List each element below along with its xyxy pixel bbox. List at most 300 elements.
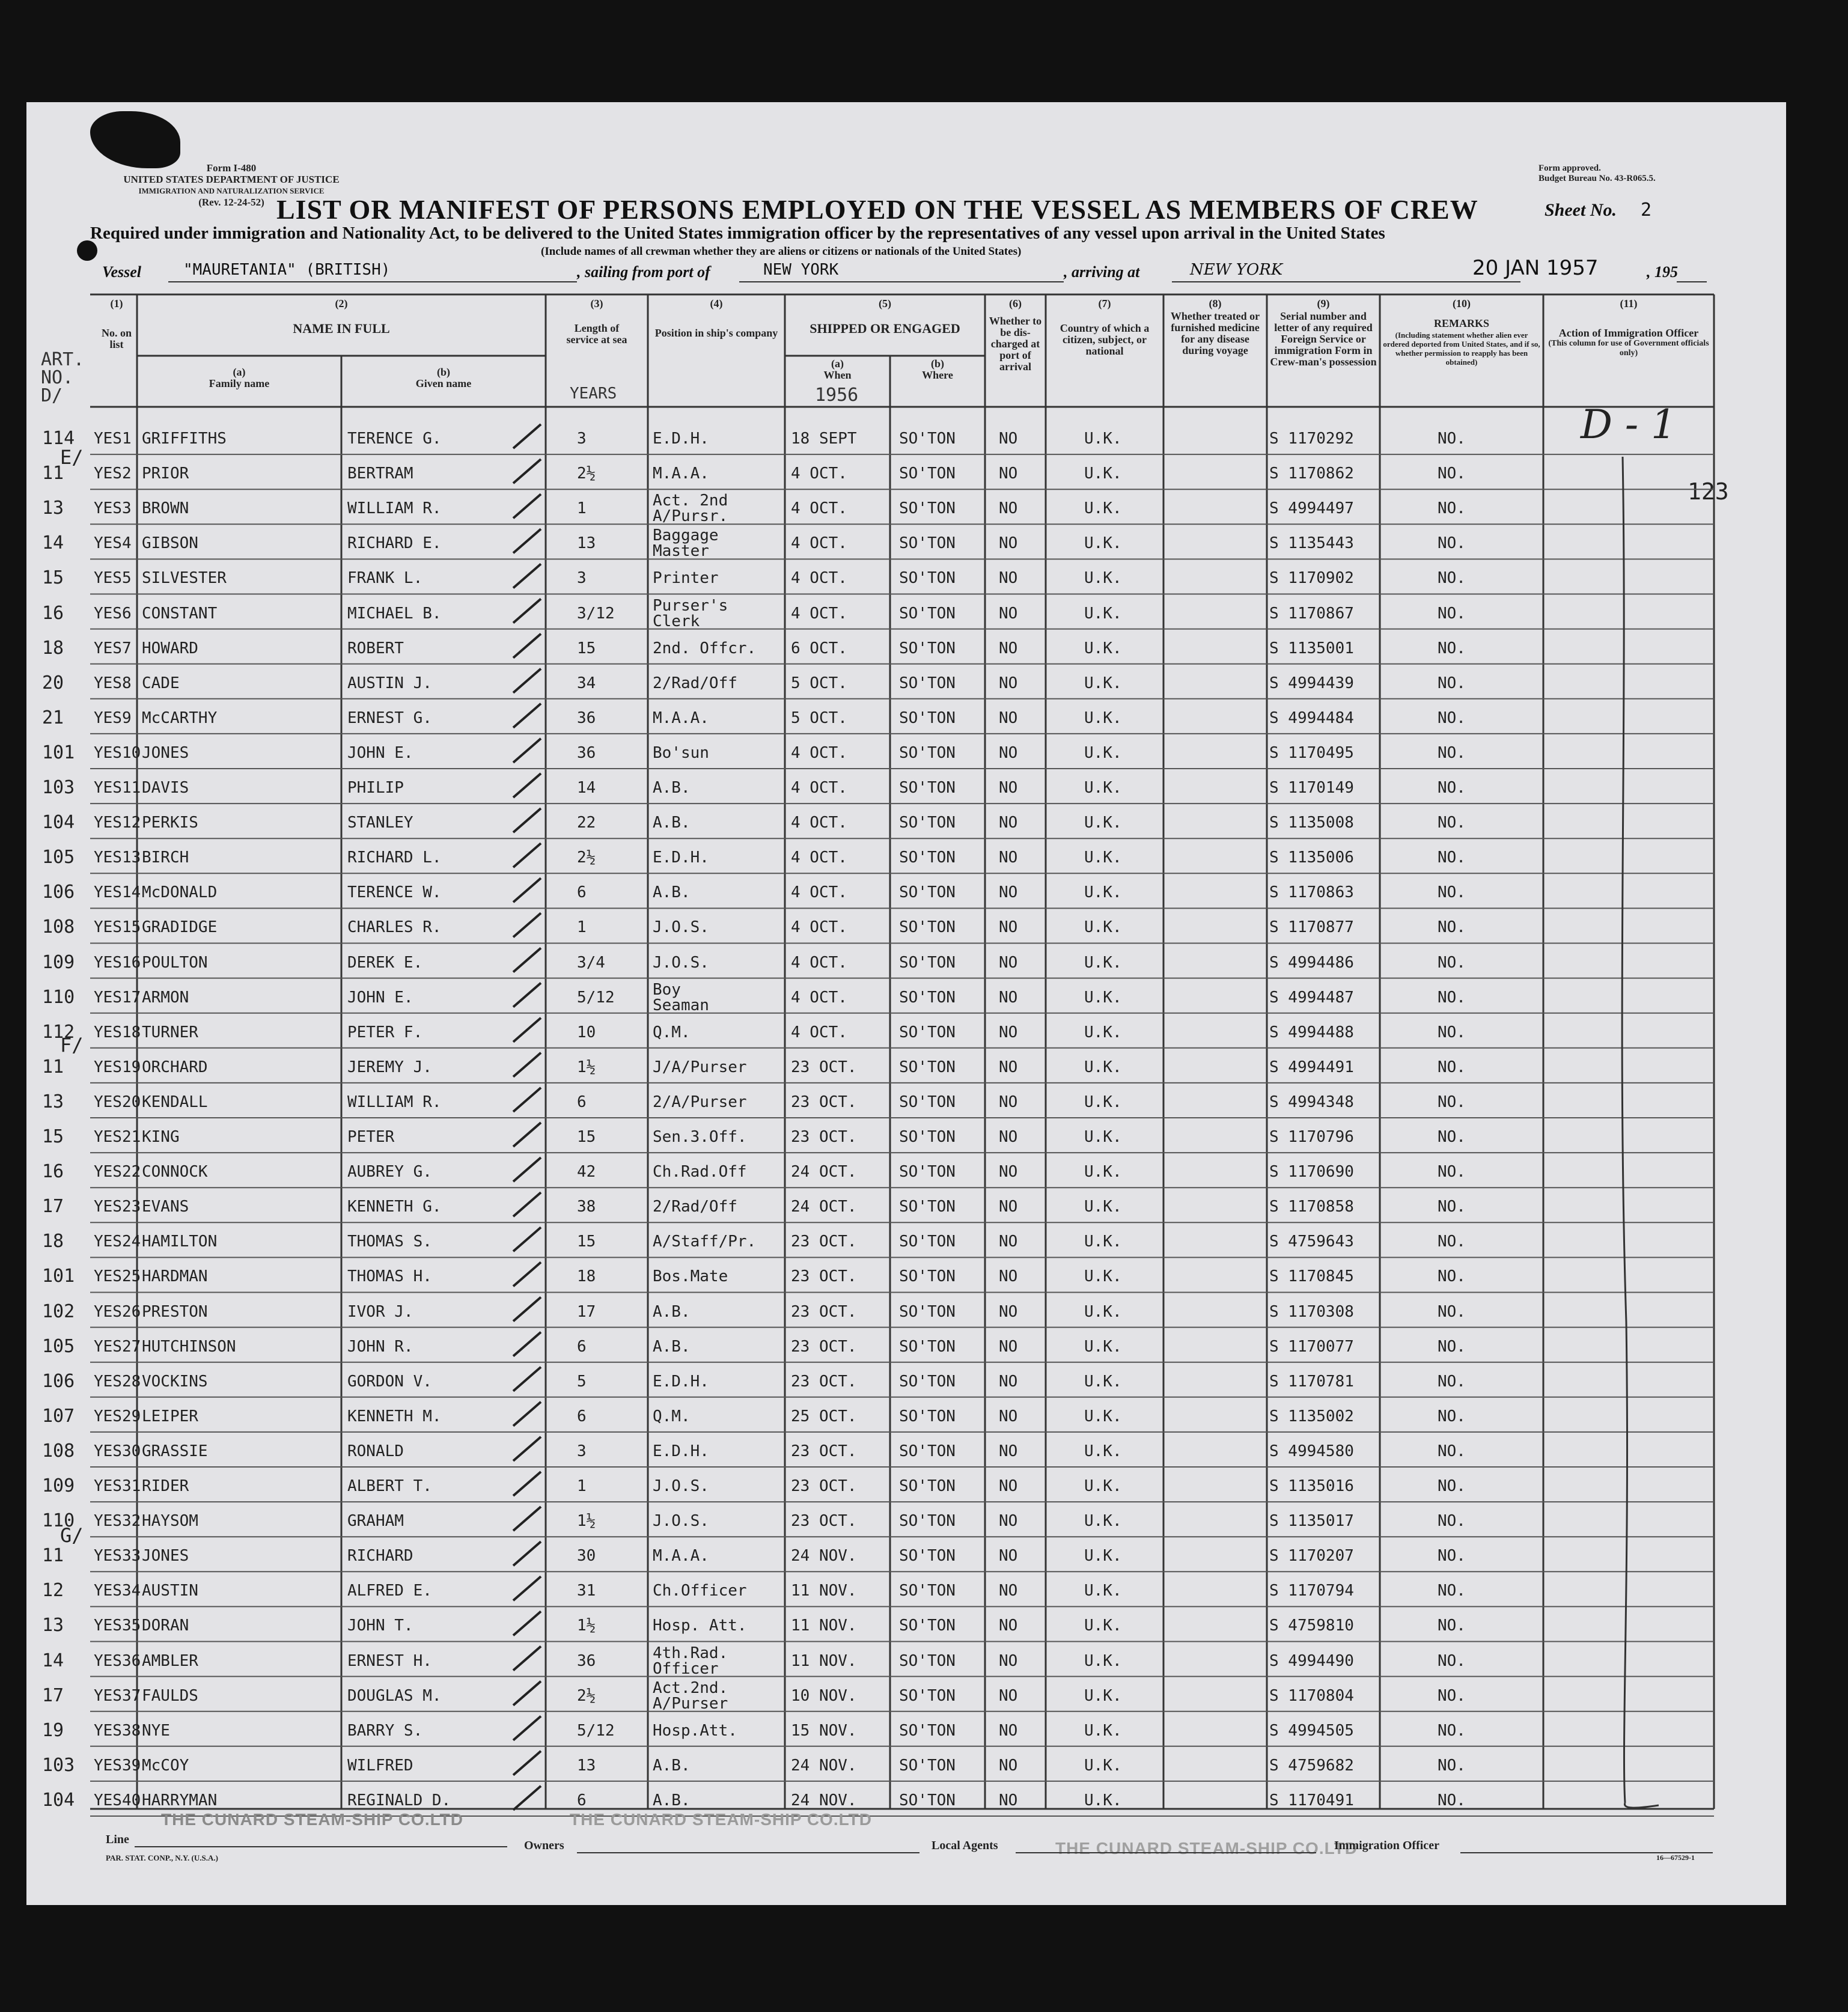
cell-where: SO'TON	[899, 849, 956, 867]
cell-given: GRAHAM	[347, 1512, 404, 1531]
col-1-header	[96, 298, 137, 350]
cell-when: 4 OCT.	[791, 849, 847, 867]
cell-years: 2½	[577, 849, 596, 867]
col-8-header	[1166, 298, 1264, 356]
art-number: 101	[42, 742, 75, 763]
cell-remarks: NO.	[1438, 465, 1466, 483]
cell-serial: S 4994487	[1269, 988, 1354, 1007]
col-9-label: Serial number and letter of any required Foreign Service or immigration Form in Crew-man's possession	[1270, 310, 1377, 368]
cell-no: YES33	[94, 1547, 141, 1565]
cell-remarks: NO.	[1438, 1442, 1466, 1460]
cell-where: SO'TON	[899, 1721, 956, 1740]
cell-given: WILLIAM R.	[347, 499, 442, 518]
cell-country: U.K.	[1084, 1512, 1122, 1531]
table-row	[0, 1225, 1848, 1260]
cell-years: 3	[577, 569, 587, 588]
cell-country: U.K.	[1084, 465, 1122, 483]
vessel-name: "MAURETANIA" (BRITISH)	[183, 261, 391, 279]
cell-discharged: NO	[999, 779, 1018, 797]
cell-country: U.K.	[1084, 1023, 1122, 1041]
cell-position: Ch.Officer	[653, 1582, 747, 1600]
cell-when: 4 OCT.	[791, 814, 847, 832]
cell-given: AUSTIN J.	[347, 674, 432, 692]
cell-remarks: NO.	[1438, 883, 1466, 902]
cell-discharged: NO	[999, 849, 1018, 867]
table-row	[0, 1504, 1848, 1539]
cell-position: J.O.S.	[653, 1512, 709, 1531]
cell-where: SO'TON	[899, 1267, 956, 1286]
col-6-number: (6)	[1009, 297, 1022, 309]
cell-no: YES2	[94, 465, 132, 483]
art-number: 106	[42, 882, 75, 903]
cell-country: U.K.	[1084, 1302, 1122, 1321]
cell-where: SO'TON	[899, 1163, 956, 1181]
form-number: Form I-480	[206, 162, 257, 174]
cell-when: 23 OCT.	[791, 1442, 857, 1460]
col-2-header	[137, 298, 546, 334]
cell-serial: S 4994484	[1269, 709, 1354, 727]
table-row	[0, 910, 1848, 945]
cell-no: YES12	[94, 814, 141, 832]
cell-no: YES32	[94, 1512, 141, 1531]
section-marker-g: G/	[60, 1524, 84, 1547]
art-number: 106	[42, 1370, 75, 1392]
cell-discharged: NO	[999, 569, 1018, 588]
cell-discharged: NO	[999, 1686, 1018, 1705]
cell-country: U.K.	[1084, 1721, 1122, 1740]
cell-when: 24 NOV.	[791, 1756, 857, 1775]
cell-given: BARRY S.	[347, 1721, 423, 1740]
cell-where: SO'TON	[899, 1198, 956, 1216]
cell-discharged: NO	[999, 1058, 1018, 1076]
cell-serial: S 1135001	[1269, 639, 1354, 657]
cell-no: YES22	[94, 1163, 141, 1181]
cell-serial: S 4994491	[1269, 1058, 1354, 1076]
cell-years: 1	[577, 918, 587, 937]
cell-no: YES17	[94, 988, 141, 1007]
cell-remarks: NO.	[1438, 1547, 1466, 1565]
cell-family: TURNER	[142, 1023, 198, 1041]
cell-remarks: NO.	[1438, 639, 1466, 657]
col-5a-year: 1956	[815, 385, 859, 406]
cell-serial: S 1135443	[1269, 534, 1354, 553]
cell-no: YES20	[94, 1093, 141, 1111]
cell-position: Purser's Clerk	[653, 596, 728, 630]
cell-given: PETER F.	[347, 1023, 423, 1041]
cell-serial: S 1170867	[1269, 604, 1354, 623]
cell-remarks: NO.	[1438, 674, 1466, 692]
art-number: 17	[42, 1684, 64, 1706]
cell-given: PETER	[347, 1128, 395, 1146]
table-row	[0, 841, 1848, 876]
arriving-port: NEW YORK	[1190, 261, 1283, 279]
cell-years: 36	[577, 743, 596, 762]
cell-remarks: NO.	[1438, 1163, 1466, 1181]
cell-where: SO'TON	[899, 1058, 956, 1076]
cell-country: U.K.	[1084, 1651, 1122, 1670]
cell-serial: S 4994505	[1269, 1721, 1354, 1740]
cell-remarks: NO.	[1438, 1617, 1466, 1635]
cell-discharged: NO	[999, 1198, 1018, 1216]
cell-serial: S 4994486	[1269, 953, 1354, 972]
cell-years: 1	[577, 499, 587, 518]
cell-remarks: NO.	[1438, 849, 1466, 867]
table-row	[0, 1155, 1848, 1190]
cell-years: 3	[577, 430, 587, 448]
col-3-unit: YEARS	[570, 385, 617, 403]
table-row	[0, 492, 1848, 526]
cell-when: 23 OCT.	[791, 1512, 857, 1531]
budget-bureau: Budget Bureau No. 43-R065.5.	[1538, 174, 1656, 183]
cell-country: U.K.	[1084, 953, 1122, 972]
cell-when: 5 OCT.	[791, 674, 847, 692]
cell-when: 23 OCT.	[791, 1302, 857, 1321]
owners-label: Owners	[524, 1839, 564, 1852]
cell-when: 10 NOV.	[791, 1686, 857, 1705]
table-row	[0, 1330, 1848, 1365]
table-row	[0, 1400, 1848, 1434]
cell-remarks: NO.	[1438, 499, 1466, 518]
cell-remarks: NO.	[1438, 1477, 1466, 1495]
cell-given: RONALD	[347, 1442, 404, 1460]
cell-discharged: NO	[999, 743, 1018, 762]
art-number: 114	[42, 428, 75, 449]
cell-where: SO'TON	[899, 1651, 956, 1670]
cell-remarks: NO.	[1438, 1267, 1466, 1286]
cell-where: SO'TON	[899, 499, 956, 518]
cell-family: HAYSOM	[142, 1512, 198, 1531]
cell-position: A.B.	[653, 1302, 691, 1321]
cell-position: Q.M.	[653, 1023, 691, 1041]
cell-country: U.K.	[1084, 1547, 1122, 1565]
subtitle: Required under immigration and Nationality Act, to be delivered to the United States immigration officer by the representatives of any vessel upon arrival in the United States	[90, 224, 1385, 243]
cell-family: HARRYMAN	[142, 1791, 218, 1809]
col-9-number: (9)	[1317, 297, 1330, 309]
cell-no: YES25	[94, 1267, 141, 1286]
cell-no: YES13	[94, 849, 141, 867]
cell-years: 38	[577, 1198, 596, 1216]
cell-no: YES21	[94, 1128, 141, 1146]
cell-position: J.O.S.	[653, 1477, 709, 1495]
cell-when: 24 OCT.	[791, 1163, 857, 1181]
art-number: 21	[42, 707, 64, 728]
cell-remarks: NO.	[1438, 1582, 1466, 1600]
cell-years: 6	[577, 1337, 587, 1356]
table-row	[0, 771, 1848, 806]
cell-country: U.K.	[1084, 1128, 1122, 1146]
local-agents-label: Local Agents	[932, 1839, 998, 1852]
cell-where: SO'TON	[899, 1337, 956, 1356]
cell-position: J.O.S.	[653, 918, 709, 937]
cell-family: BROWN	[142, 499, 189, 518]
cell-no: YES11	[94, 779, 141, 797]
cell-family: POULTON	[142, 953, 208, 972]
cell-family: VOCKINS	[142, 1372, 208, 1391]
line-rule	[135, 1846, 507, 1847]
cell-family: SILVESTER	[142, 569, 227, 588]
cell-when: 4 OCT.	[791, 534, 847, 553]
cell-serial: S 1135002	[1269, 1407, 1354, 1425]
cell-family: CONNOCK	[142, 1163, 208, 1181]
cell-country: U.K.	[1084, 604, 1122, 623]
cell-family: PRIOR	[142, 465, 189, 483]
table-row	[0, 1085, 1848, 1120]
col-2a-header: (a) Family name	[209, 366, 270, 389]
cell-given: AUBREY G.	[347, 1163, 432, 1181]
cell-serial: S 1170845	[1269, 1267, 1354, 1286]
art-number: 15	[42, 1126, 64, 1147]
col-5-label: SHIPPED OR ENGAGED	[810, 321, 960, 336]
cell-discharged: NO	[999, 639, 1018, 657]
cell-country: U.K.	[1084, 1477, 1122, 1495]
cell-years: 1½	[577, 1512, 596, 1531]
cell-given: PHILIP	[347, 779, 404, 797]
art-number: 20	[42, 672, 64, 694]
subtitle-note: (Include names of all crewman whether they are aliens or citizens or nationals of the United States)	[541, 245, 1022, 258]
cell-given: ERNEST H.	[347, 1651, 432, 1670]
cell-country: U.K.	[1084, 1163, 1122, 1181]
cell-discharged: NO	[999, 1721, 1018, 1740]
cell-discharged: NO	[999, 1547, 1018, 1565]
cell-country: U.K.	[1084, 1198, 1122, 1216]
cell-no: YES15	[94, 918, 141, 937]
cell-remarks: NO.	[1438, 430, 1466, 448]
cell-years: 15	[577, 1233, 596, 1251]
cell-given: TERENCE W.	[347, 883, 442, 902]
cell-serial: S 1135008	[1269, 814, 1354, 832]
cell-discharged: NO	[999, 1128, 1018, 1146]
cell-family: HUTCHINSON	[142, 1337, 236, 1356]
cell-remarks: NO.	[1438, 1233, 1466, 1251]
table-row	[0, 422, 1848, 457]
year-label: , 195	[1647, 263, 1678, 281]
cell-when: 4 OCT.	[791, 953, 847, 972]
sailing-label: , sailing from port of	[577, 263, 710, 281]
cell-when: 4 OCT.	[791, 1023, 847, 1041]
cell-when: 24 NOV.	[791, 1547, 857, 1565]
cell-family: NYE	[142, 1721, 170, 1740]
cell-country: U.K.	[1084, 1442, 1122, 1460]
cell-country: U.K.	[1084, 430, 1122, 448]
cell-years: 5/12	[577, 988, 615, 1007]
section-marker-e: E/	[60, 446, 84, 469]
art-number: 105	[42, 1335, 75, 1357]
cell-position: A.B.	[653, 1337, 691, 1356]
art-number: 11	[42, 1056, 64, 1078]
cell-where: SO'TON	[899, 1372, 956, 1391]
table-row	[0, 1644, 1848, 1679]
cell-discharged: NO	[999, 465, 1018, 483]
table-row	[0, 1295, 1848, 1330]
cell-position: A.B.	[653, 814, 691, 832]
form-code: 16—67529-1	[1656, 1853, 1695, 1862]
cell-family: FAULDS	[142, 1686, 198, 1705]
cell-no: YES16	[94, 953, 141, 972]
cell-when: 11 NOV.	[791, 1582, 857, 1600]
cell-serial: S 4994488	[1269, 1023, 1354, 1041]
cell-where: SO'TON	[899, 604, 956, 623]
cell-given: ROBERT	[347, 639, 404, 657]
cell-position: J.O.S.	[653, 953, 709, 972]
col-4-label: Position in ship's company	[654, 327, 778, 339]
cell-years: 42	[577, 1163, 596, 1181]
page-number: 123	[1688, 478, 1729, 505]
col-3-label: Length of service at sea	[566, 322, 627, 346]
cell-no: YES29	[94, 1407, 141, 1425]
cell-given: JEREMY J.	[347, 1058, 432, 1076]
cell-where: SO'TON	[899, 430, 956, 448]
cell-position: Baggage Master	[653, 526, 719, 561]
cell-serial: S 1170804	[1269, 1686, 1354, 1705]
cell-position: Boy Seaman	[653, 980, 709, 1014]
cell-where: SO'TON	[899, 1756, 956, 1775]
cell-family: JONES	[142, 1547, 189, 1565]
col-4-header	[654, 298, 779, 339]
table-row	[0, 1190, 1848, 1225]
table-row	[0, 736, 1848, 771]
cell-position: Bo'sun	[653, 743, 709, 762]
cell-remarks: NO.	[1438, 814, 1466, 832]
cell-discharged: NO	[999, 709, 1018, 727]
cell-given: JOHN R.	[347, 1337, 413, 1356]
cell-country: U.K.	[1084, 883, 1122, 902]
line-label: Line	[106, 1833, 129, 1846]
cell-when: 15 NOV.	[791, 1721, 857, 1740]
art-number: 15	[42, 567, 64, 589]
cell-no: YES23	[94, 1198, 141, 1216]
cell-years: 2½	[577, 465, 596, 483]
cell-position: Ch.Rad.Off	[653, 1163, 747, 1181]
cell-country: U.K.	[1084, 849, 1122, 867]
cell-years: 1	[577, 1477, 587, 1495]
immigration-officer-label: Immigration Officer	[1334, 1839, 1439, 1852]
cell-country: U.K.	[1084, 709, 1122, 727]
cell-when: 4 OCT.	[791, 918, 847, 937]
section-marker-f: F/	[60, 1034, 84, 1056]
cell-no: YES6	[94, 604, 132, 623]
table-row	[0, 1050, 1848, 1085]
sailing-port: NEW YORK	[763, 261, 839, 279]
cell-years: 3/4	[577, 953, 605, 972]
cell-where: SO'TON	[899, 1302, 956, 1321]
col-7-label: Country of which a citizen, subject, or national	[1060, 322, 1150, 357]
cell-remarks: NO.	[1438, 1198, 1466, 1216]
cell-serial: S 1170308	[1269, 1302, 1354, 1321]
cell-discharged: NO	[999, 1407, 1018, 1425]
cell-serial: S 4759643	[1269, 1233, 1354, 1251]
cell-remarks: NO.	[1438, 1721, 1466, 1740]
cell-years: 2½	[577, 1686, 596, 1705]
col-7-header	[1052, 298, 1157, 357]
cell-given: BERTRAM	[347, 465, 413, 483]
cell-where: SO'TON	[899, 1233, 956, 1251]
cell-serial: S 1170877	[1269, 918, 1354, 937]
cell-remarks: NO.	[1438, 1128, 1466, 1146]
cell-no: YES7	[94, 639, 132, 657]
cell-given: THOMAS S.	[347, 1233, 432, 1251]
cell-country: U.K.	[1084, 1407, 1122, 1425]
cell-serial: S 1170491	[1269, 1791, 1354, 1809]
cell-remarks: NO.	[1438, 1791, 1466, 1809]
cell-serial: S 1170077	[1269, 1337, 1354, 1356]
cell-where: SO'TON	[899, 534, 956, 553]
cell-no: YES31	[94, 1477, 141, 1495]
cell-serial: S 1170796	[1269, 1128, 1354, 1146]
art-number: 104	[42, 1789, 75, 1811]
cell-given: GORDON V.	[347, 1372, 432, 1391]
cell-years: 36	[577, 1651, 596, 1670]
cell-family: BIRCH	[142, 849, 189, 867]
cell-discharged: NO	[999, 1302, 1018, 1321]
table-row	[0, 701, 1848, 736]
cell-remarks: NO.	[1438, 569, 1466, 588]
col-2-label: NAME IN FULL	[293, 321, 390, 336]
cell-discharged: NO	[999, 918, 1018, 937]
cell-no: YES9	[94, 709, 132, 727]
department: UNITED STATES DEPARTMENT OF JUSTICE	[123, 174, 340, 185]
cell-when: 11 NOV.	[791, 1617, 857, 1635]
cell-family: GIBSON	[142, 534, 198, 553]
cell-given: MICHAEL B.	[347, 604, 442, 623]
cell-remarks: NO.	[1438, 604, 1466, 623]
cell-family: HAMILTON	[142, 1233, 218, 1251]
cell-given: KENNETH M.	[347, 1407, 442, 1425]
cell-given: ALFRED E.	[347, 1582, 432, 1600]
art-number: 112	[42, 1021, 75, 1043]
cell-family: KENDALL	[142, 1093, 208, 1111]
cell-family: DAVIS	[142, 779, 189, 797]
cell-position: E.D.H.	[653, 1442, 709, 1460]
table-row	[0, 1120, 1848, 1155]
cell-family: CADE	[142, 674, 180, 692]
cell-where: SO'TON	[899, 639, 956, 657]
cell-country: U.K.	[1084, 569, 1122, 588]
col-10-number: (10)	[1453, 297, 1471, 309]
art-number: 109	[42, 1475, 75, 1496]
cell-years: 6	[577, 1407, 587, 1425]
cell-family: HARDMAN	[142, 1267, 208, 1286]
cell-no: YES14	[94, 883, 141, 902]
cell-when: 23 OCT.	[791, 1093, 857, 1111]
cell-where: SO'TON	[899, 1093, 956, 1111]
cell-country: U.K.	[1084, 534, 1122, 553]
cell-where: SO'TON	[899, 1512, 956, 1531]
cell-given: IVOR J.	[347, 1302, 413, 1321]
punch-hole-left	[77, 240, 97, 261]
cell-family: McDONALD	[142, 883, 218, 902]
arriving-label: , arriving at	[1064, 263, 1140, 281]
table-row	[0, 1260, 1848, 1294]
cell-years: 34	[577, 674, 596, 692]
sheet-number	[1545, 200, 1651, 221]
cell-when: 25 OCT.	[791, 1407, 857, 1425]
cell-where: SO'TON	[899, 569, 956, 588]
col-2b-header: (b) Given name	[415, 366, 472, 389]
cell-family: HOWARD	[142, 639, 198, 657]
cell-discharged: NO	[999, 1477, 1018, 1495]
cell-given: JOHN T.	[347, 1617, 413, 1635]
cell-country: U.K.	[1084, 918, 1122, 937]
col-2-number: (2)	[335, 297, 348, 309]
cell-family: ORCHARD	[142, 1058, 208, 1076]
vessel-line	[90, 256, 1707, 286]
cell-serial: S 4759682	[1269, 1756, 1354, 1775]
cell-discharged: NO	[999, 1791, 1018, 1809]
cell-years: 31	[577, 1582, 596, 1600]
sheet-label: Sheet No.	[1545, 200, 1617, 220]
cell-where: SO'TON	[899, 1407, 956, 1425]
col-5-number: (5)	[879, 297, 891, 309]
